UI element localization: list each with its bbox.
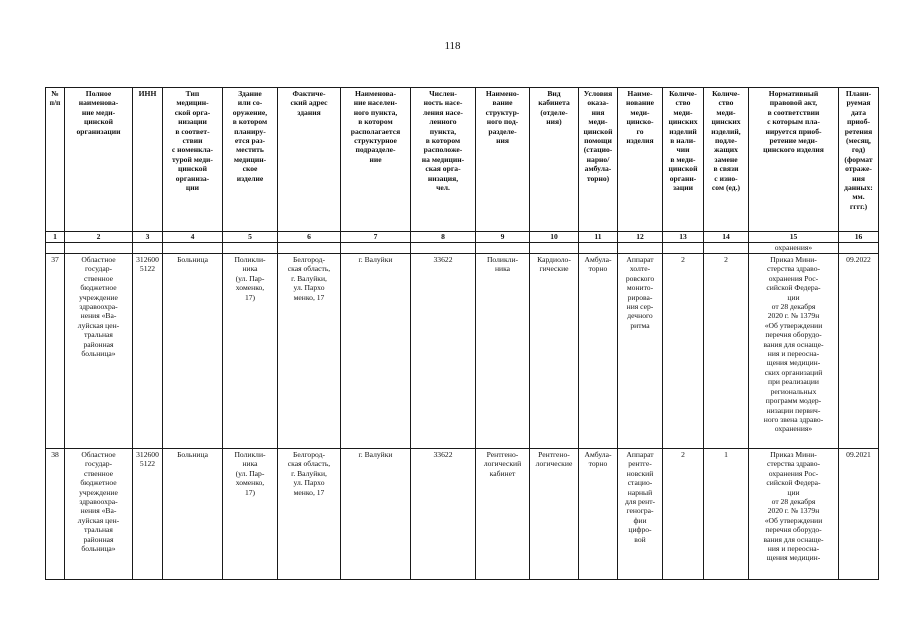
locality: г. Валуйки (341, 254, 411, 449)
header-cell: Числен- ность насе- ления насе- ленного пункта, в котором расположе- на медицин- ская орга- низация, чел. (411, 88, 476, 232)
org-type: Больница (163, 254, 223, 449)
inn: 312600 5122 (133, 254, 163, 449)
empty-cell (476, 243, 530, 254)
legal-act: Приказ Мини- стерства здраво- охранения Рос- сийской Федера- ции от 28 декабря 2020 г. № 1379н «Об утверждении перечня оборудо- вания для оснаще- ния и переосна- щения медицин- (749, 449, 839, 580)
building: Поликли- ника (ул. Пар- хоменко, 17) (223, 254, 278, 449)
address: Белгород- ская область, г. Валуйки, ул. Пархо менко, 17 (278, 254, 341, 449)
header-cell: Плани- руемая дата приоб- ретения (месяц, год) (формат отраже- ния данных: мм. гггг.) (839, 88, 879, 232)
column-number: 9 (476, 232, 530, 243)
header-cell: Условия оказа- ния меди- цинской помощи (стацио- нарно/ амбула- торно) (579, 88, 618, 232)
column-number: 6 (278, 232, 341, 243)
unit: Поликли- ника (476, 254, 530, 449)
empty-cell (278, 243, 341, 254)
empty-cell (839, 243, 879, 254)
header-cell: Количе- ство меди- цинских изделий в нали- чии в меди- цинской органи- зации (663, 88, 704, 232)
column-number: 15 (749, 232, 839, 243)
column-number: 12 (618, 232, 663, 243)
org-type: Больница (163, 449, 223, 580)
header-cell: Вид кабинета (отделе- ния) (530, 88, 579, 232)
table-row (46, 254, 879, 449)
column-number: 3 (133, 232, 163, 243)
column-number: 16 (839, 232, 879, 243)
continuation-row (46, 243, 879, 254)
cabinet-type: Рентгено- логические (530, 449, 579, 580)
org-name: Областное государ- ственное бюджетное учреждение здравоохра- нения «Ва- луйская цен- тральная районная больница» (65, 449, 133, 580)
column-number: 13 (663, 232, 704, 243)
equipment-table (45, 87, 879, 580)
header-cell: Наимено- вание структур- ного под- разделе- ния (476, 88, 530, 232)
cabinet-type: Кардиоло- гические (530, 254, 579, 449)
empty-cell (46, 243, 65, 254)
planned-date: 09.2021 (839, 449, 879, 580)
address: Белгород- ская область, г. Валуйки, ул. Пархо менко, 17 (278, 449, 341, 580)
care-conditions: Амбула- торно (579, 254, 618, 449)
empty-cell (223, 243, 278, 254)
column-number: 14 (704, 232, 749, 243)
column-number: 5 (223, 232, 278, 243)
locality: г. Валуйки (341, 449, 411, 580)
empty-cell (65, 243, 133, 254)
column-number: 2 (65, 232, 133, 243)
page-number: 118 (444, 40, 461, 52)
device-name: Аппарат рентге- новский стацио- нарный для рент- геногра- фии цифро- вой (618, 449, 663, 580)
empty-cell (704, 243, 749, 254)
org-name: Областное государ- ственное бюджетное учреждение здравоохра- нения «Ва- луйская цен- тральная районная больница» (65, 254, 133, 449)
empty-cell (411, 243, 476, 254)
column-number: 1 (46, 232, 65, 243)
column-number: 8 (411, 232, 476, 243)
empty-cell (663, 243, 704, 254)
header-cell: Полное наименова- ние меди- цинской организации (65, 88, 133, 232)
header-cell: Нормативный правовой акт, в соответствии с которым пла- нируется приоб- ретение меди- цинского изделия (749, 88, 839, 232)
column-number: 7 (341, 232, 411, 243)
building: Поликли- ника (ул. Пар- хоменко, 17) (223, 449, 278, 580)
population: 33622 (411, 449, 476, 580)
qty-replace: 2 (704, 254, 749, 449)
header-cell: ИНН (133, 88, 163, 232)
care-conditions: Амбула- торно (579, 449, 618, 580)
qty-available: 2 (663, 449, 704, 580)
device-name: Аппарат холте- ровского монито- рирова- ния сер- дечного ритма (618, 254, 663, 449)
population: 33622 (411, 254, 476, 449)
planned-date: 09.2022 (839, 254, 879, 449)
header-cell: Наименова- ние населен- ного пункта, в котором располагается структурное подразделе- ние (341, 88, 411, 232)
qty-replace: 1 (704, 449, 749, 580)
header-cell: Тип медицин- ской орга- низации в соответ- ствии с номенкла- турой меди- цинской организа- ции (163, 88, 223, 232)
empty-cell (579, 243, 618, 254)
legal-act: Приказ Мини- стерства здраво- охранения Рос- сийской Федера- ции от 28 декабря 2020 г. № 1379н «Об утверждении перечня оборудо- вания для оснаще- ния и переосна- щения медицин- ских организаций при реализации региональных программ модер- низации первич- ного звена здраво- охранения» (749, 254, 839, 449)
column-number: 10 (530, 232, 579, 243)
row-number: 37 (46, 254, 65, 449)
table-row (46, 449, 879, 580)
column-number: 11 (579, 232, 618, 243)
column-number: 4 (163, 232, 223, 243)
header-cell: № п/п (46, 88, 65, 232)
header-cell: Здание или со- оружение, в котором планиру- ется раз- местить медицин- ское изделие (223, 88, 278, 232)
header-row (46, 88, 879, 232)
header-cell: Фактиче- ский адрес здания (278, 88, 341, 232)
header-cell: Наиме- нование меди- цинско- го изделия (618, 88, 663, 232)
empty-cell (618, 243, 663, 254)
row-number: 38 (46, 449, 65, 580)
continuation-text: охранения» (749, 243, 839, 254)
empty-cell (530, 243, 579, 254)
empty-cell (133, 243, 163, 254)
empty-cell (163, 243, 223, 254)
header-cell: Количе- ство меди- цинских изделий, подле- жащих замене в связи с изно- сом (ед.) (704, 88, 749, 232)
empty-cell (341, 243, 411, 254)
inn: 312600 5122 (133, 449, 163, 580)
unit: Рентгено- логический кабинет (476, 449, 530, 580)
qty-available: 2 (663, 254, 704, 449)
column-number-row (46, 232, 879, 243)
